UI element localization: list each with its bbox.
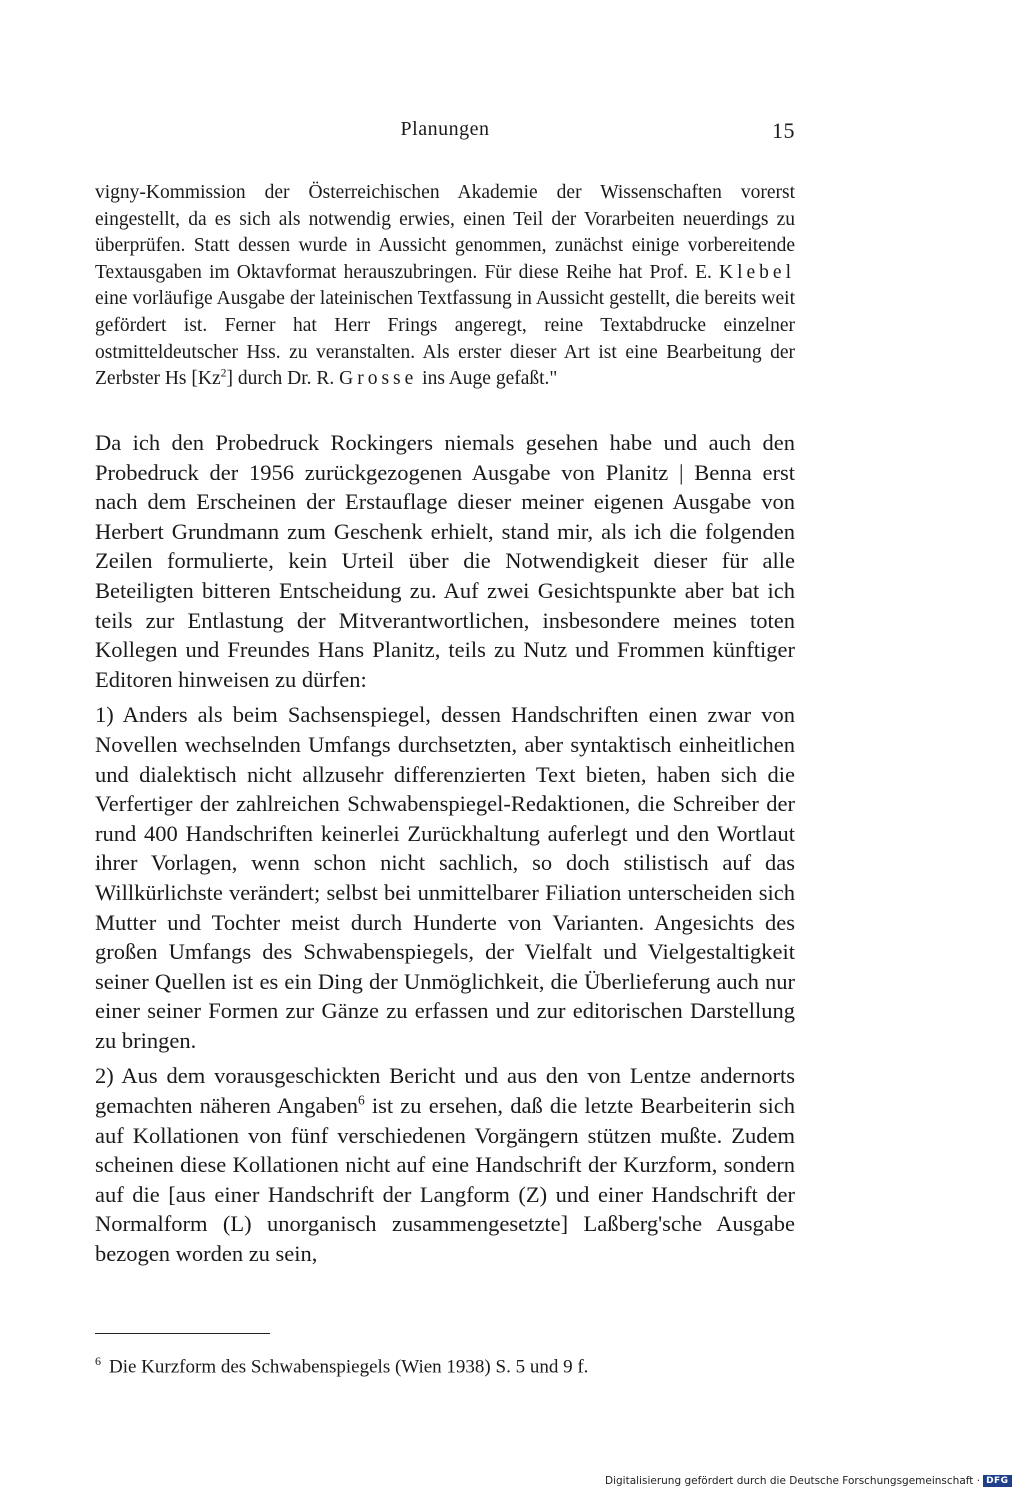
paragraph-2: 1) Anders als beim Sachsenspiegel, dessen Handschriften einen zwar von Novellen wechselnden Umfangs durchsetzten, aber syntaktisch einheitlichen und dialektisch nicht allzusehr differenzierten Text bieten, haben sich die Verfertiger der zahlreichen Schwabenspiegel-Redaktionen, die Schreiber der rund 400 Handschriften keinerlei Zurückhaltung auferlegt und den Wortlaut ihrer Vorlagen, wenn schon nicht sachlich, so doch stilistisch auf das Willkürlichste verändert; selbst bei unmittelbarer Filiation unterscheiden sich Mutter und Tochter meist durch Hunderte von Varianten. Angesichts des großen Umfangs des Schwabenspiegels, der Vielfalt und Vielgestaltigkeit seiner Quellen ist es ein Ding der Unmöglichkeit, die Überlieferung auch nur einer seiner Formen zur Gänze zu erfassen und zur editorischen Darstellung zu bringen. [95, 702, 795, 1053]
running-header [95, 118, 795, 148]
footnote-mark: 6 [95, 1354, 101, 1368]
main-text [95, 428, 795, 1275]
credit-text: Digitalisierung gefördert durch die Deutsche Forschungsgemeinschaft · [605, 1475, 981, 1487]
page-number: 15 [772, 118, 795, 143]
quote-text-4: ins Auge gefaßt." [417, 368, 558, 390]
paragraph-3-text-a: 2) Aus dem vorausgeschickten Bericht und aus den von Lentze andernorts gemachten näheren Angaben [95, 1063, 795, 1119]
paragraph-3-text-b: ist zu ersehen, daß die letzte Bearbeiterin sich auf Kollationen von fünf verschiedenen Vorgängern stützen mußte. Zudem scheinen diese Kollationen nicht auf eine Handschrift der Kurzform, sondern auf die [aus einer Handschrift der Langform (Z) und einer Handschrift der Normalform (L) unorganisch zusammengesetzte] Laßberg'sche Ausgabe bezogen worden zu sein, [95, 1093, 795, 1267]
footnote-reference[interactable]: 6 [357, 1092, 365, 1108]
quoted-report [95, 180, 795, 393]
quote-text-2: eine vorläufige Ausgabe der lateinischen Textfassung in Aussicht gestellt, die bereits weit gefördert ist. Ferner hat Herr Frings angeregt, reine Textabdrucke einzelner ostmitteldeutscher Hss. zu veranstalten. Als erster dieser Art ist eine Bearbeitung der Zerbster Hs [Kz [95, 288, 795, 390]
quote-paragraph [95, 180, 795, 393]
name-klebel: Klebel [719, 261, 795, 283]
quote-text-3: ] durch Dr. R. [226, 368, 340, 390]
paragraph-1: Da ich den Probedruck Rockingers niemals gesehen habe und auch den Probedruck der 1956 zurückgezogenen Ausgabe von Planitz | Benna erst nach dem Erscheinen der Erstauflage dieser meiner eigenen Ausgabe von Herbert Grundmann zum Geschenk erhielt, stand mir, als ich die folgenden Zeilen formulierte, kein Urteil über die Notwendigkeit dieser für alle Beteiligten bitteren Entscheidung zu. Auf zwei Gesichtspunkte aber bat ich teils zur Entlastung der Mitverantwortlichen, insbesondere meines toten Kollegen und Freundes Hans Planitz, teils zu Nutz und Frommen künftiger Editoren hinweisen zu dürfen: [95, 430, 795, 692]
quote-text-1: vigny-Kommission der Österreichischen Akademie der Wissenschaften vorerst eingestellt, da es sich als notwendig erwies, einen Teil der Vorarbeiten neuerdings zu überprüfen. Statt dessen wurde in Aussicht genommen, zunächst einige vorbereitende Textausgaben im Oktavformat herauszubringen. Für diese Reihe hat Prof. E. [95, 182, 795, 283]
name-grosse: Grosse [339, 368, 418, 390]
paragraph-3 [95, 1061, 795, 1268]
footnote-text: Die Kurzform des Schwabenspiegels (Wien 1938) S. 5 und 9 f. [109, 1356, 589, 1378]
digitization-credit [605, 1475, 1009, 1491]
running-title: Planungen [400, 118, 490, 140]
dfg-logo-icon: DFG [983, 1475, 1012, 1487]
footnote-divider [95, 1333, 270, 1334]
footnote [95, 1348, 795, 1380]
kz-superscript: 2 [220, 366, 227, 380]
